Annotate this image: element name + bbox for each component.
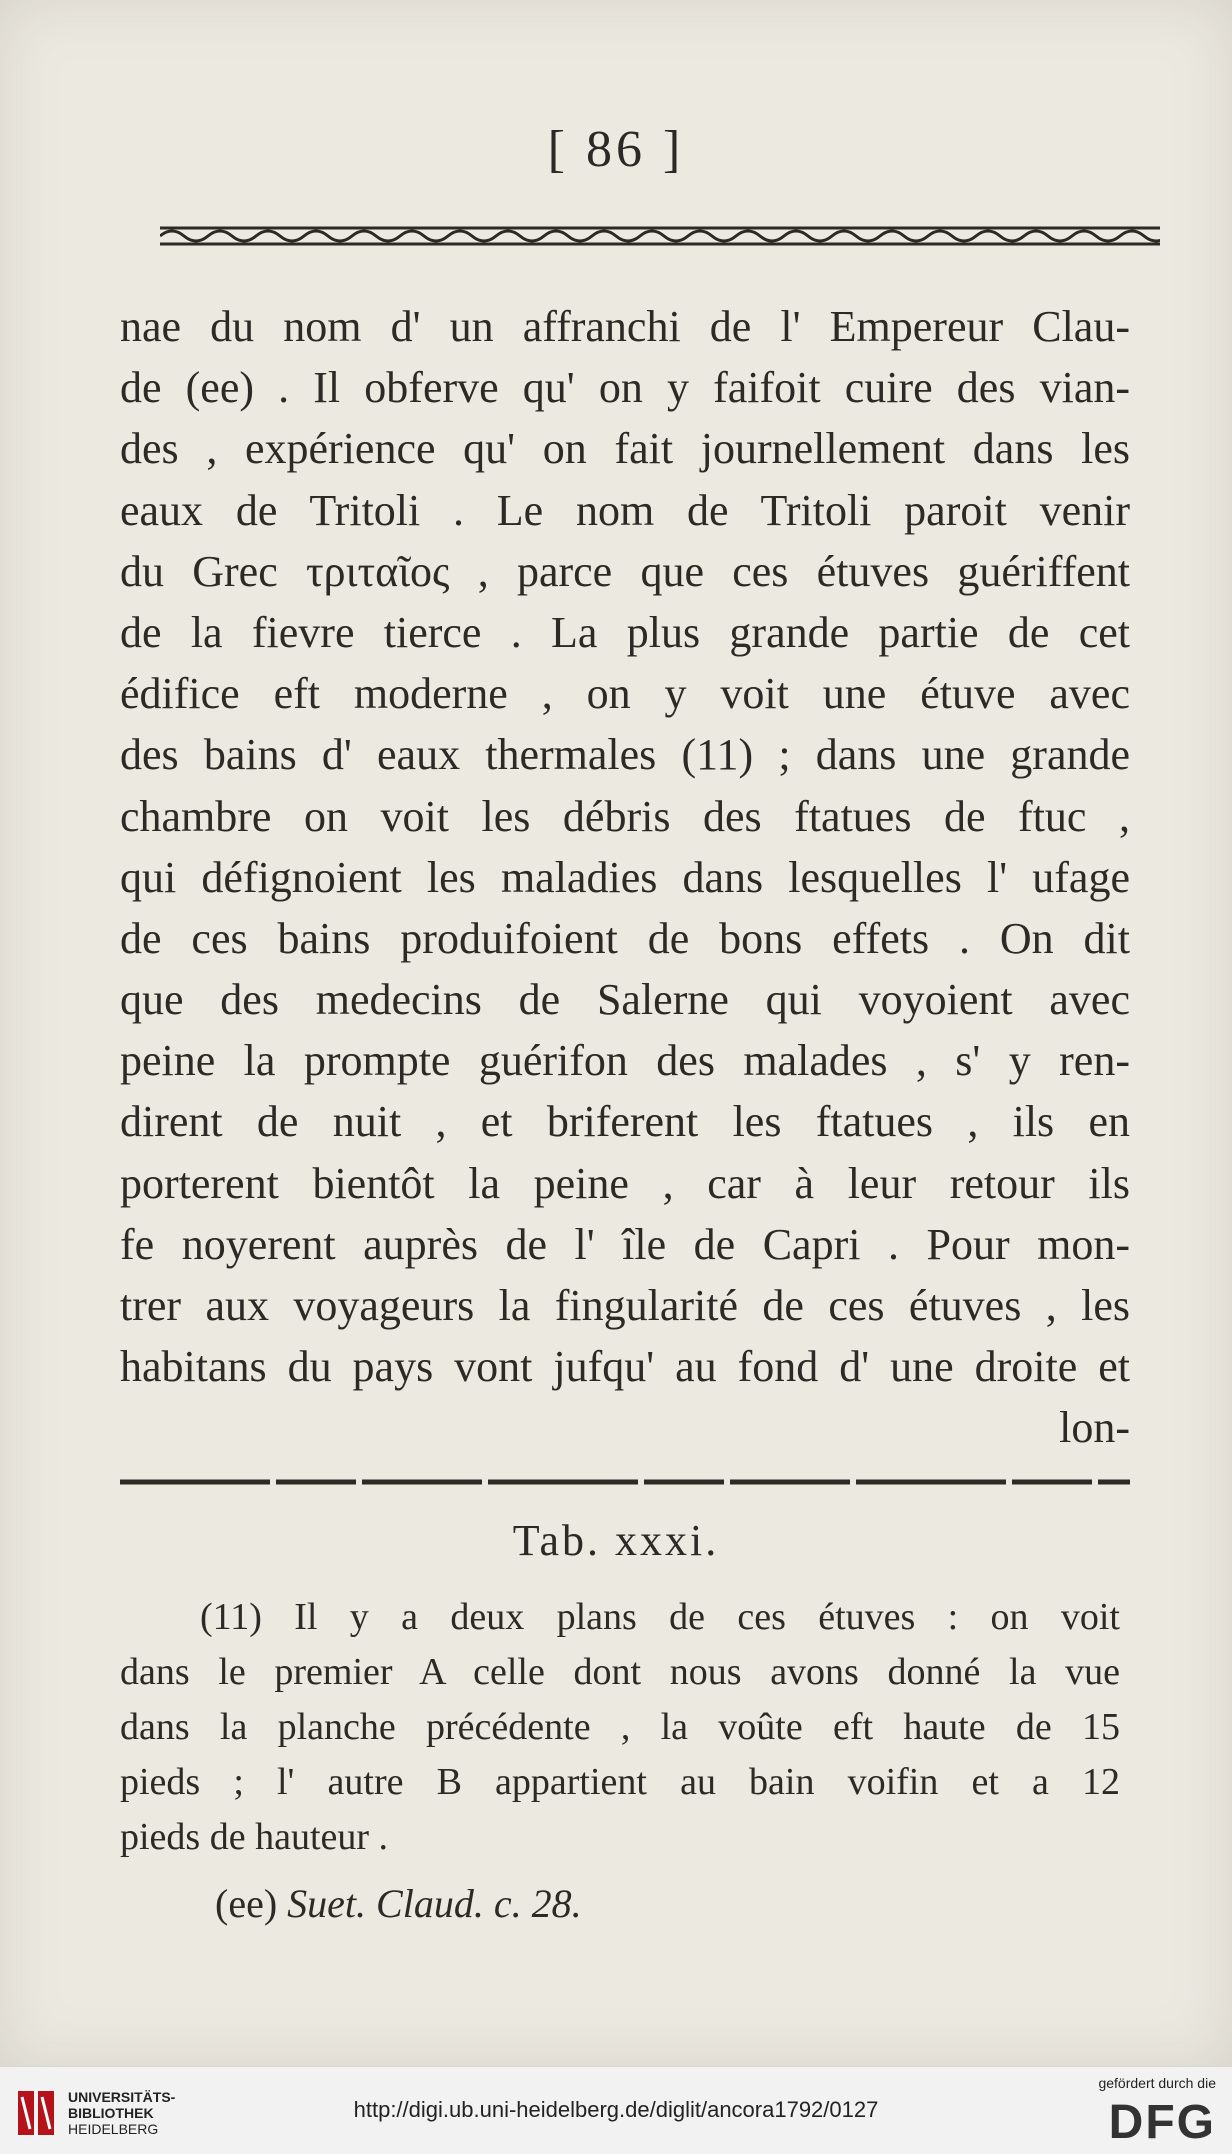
text-line: des , expérience qu' on fait journellement dans les: [120, 424, 1130, 474]
text-line: habitans du pays vont jufqu' au fond d' une droite et: [120, 1342, 1130, 1392]
dfg-logo: DFG: [1108, 2096, 1216, 2149]
text-line: trer aux voyageurs la fingularité de ces étuves , les: [120, 1281, 1130, 1330]
note-heading: Tab. xxxi.: [512, 1516, 720, 1565]
footnote-line: dans la planche précédente , la voûte eft haute de 15: [120, 1706, 1120, 1748]
footnote-block: [120, 1590, 1120, 1865]
viewer-footer: [0, 2066, 1232, 2154]
main-text-block: [120, 296, 1130, 1459]
text-line: peine la prompte guérifon des malades , s' y ren-: [120, 1036, 1130, 1086]
text-line: eaux de Tritoli . Le nom de Tritoli paroit venir: [120, 485, 1130, 535]
footnote-line: pieds de hauteur .: [120, 1816, 389, 1858]
reference-label: (ee): [215, 1881, 278, 1926]
footnote-line: (11) Il y a deux plans de ces étuves : on voit: [200, 1596, 1120, 1638]
text-line: de (ee) . Il obferve qu' on y faifoit cuire des vian-: [120, 363, 1130, 413]
text-line: porterent bientôt la peine , car à leur retour ils: [120, 1158, 1130, 1208]
reference-text: Suet. Claud. c. 28.: [287, 1881, 582, 1926]
library-name-line: HEIDELBERG: [68, 2121, 159, 2137]
page-header: [0, 120, 1232, 179]
text-line: nae du nom d' un affranchi de l' Empereur Clau-: [120, 302, 1130, 351]
text-line: du Grec τριταῖος , parce que ces étuves guériffent: [120, 546, 1130, 596]
permalink-url[interactable]: http://digi.ub.uni-heidelberg.de/diglit/ancora1792/0127: [353, 2097, 879, 2122]
text-line: chambre on voit les débris des ftatues de ftuc ,: [120, 791, 1130, 841]
text-line: de ces bains produifoient de bons effets . On dit: [120, 913, 1130, 963]
page-number: 86: [586, 121, 646, 178]
source-reference: [215, 1880, 582, 1927]
funded-by-label: gefördert durch die: [1098, 2075, 1216, 2091]
catchword: lon-: [1059, 1403, 1130, 1453]
text-line: que des medecins de Salerne qui voyoient avec: [120, 975, 1130, 1025]
text-line: fe noyerent auprès de l' île de Capri . Pour mon-: [120, 1219, 1130, 1269]
text-line: dirent de nuit , et briferent les ftatues , ils en: [120, 1097, 1130, 1147]
footnote-separator-rule: [120, 1475, 1130, 1489]
text-line: qui défignoient les maladies dans lesquelles l' ufage: [120, 852, 1130, 902]
footnote-line: dans le premier A celle dont nous avons donné la vue: [120, 1651, 1120, 1693]
library-name-line: UNIVERSITÄTS-: [68, 2089, 176, 2105]
bracket-right: ]: [646, 121, 685, 178]
text-line: édifice eft moderne , on y voit une étuve avec: [120, 669, 1130, 719]
text-line: des bains d' eaux thermales (11) ; dans une grande: [120, 730, 1130, 780]
library-name-line: BIBLIOTHEK: [68, 2105, 154, 2121]
text-line: de la fievre tierce . La plus grande partie de cet: [120, 607, 1130, 657]
decorative-ornament-rule: [160, 222, 1160, 250]
footnote-line: pieds ; l' autre B appartient au bain voifin et a 12: [120, 1761, 1120, 1803]
bracket-left: [: [547, 121, 586, 178]
